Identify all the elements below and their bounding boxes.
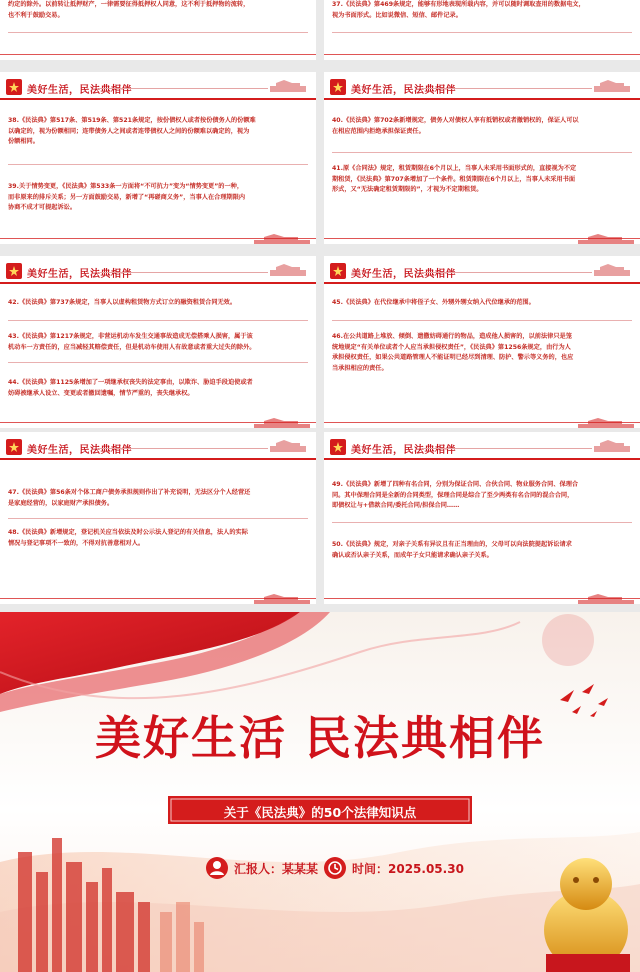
slide-header [324, 256, 640, 286]
slide-row4-left [0, 432, 316, 604]
divider [8, 320, 308, 321]
item-37: 37.《民法典》第469条规定，能够有形地表现所载内容，并可以随时调取查用的数据电文， 视为书面形式。比如说微信、短信、邮件记录。 [332, 1, 585, 19]
building-icon [254, 416, 310, 428]
time-text: 时间：2025.05.30 [352, 862, 464, 876]
slide-top-left [0, 0, 316, 60]
item-43: 43.《民法典》第1217条规定，非营运机动车发生交通事故造成无偿搭乘人损害，属于该 机动车一方责任的，应当减轻其赔偿责任，但是机动车使用人有故意或者重大过失的除外。 [8, 333, 256, 351]
slide-row2-right [324, 72, 640, 244]
divider [8, 32, 308, 33]
item-39: 39.关于情势变更，《民法典》第533条一方面将“不可抗力”变为“情势变更”的一种， 而非原来的排斥关系；另一方面鼓励交易，新增了“再磋商义务”，当事人在合理期限内 协商不成才可提起诉讼。 [8, 183, 246, 211]
header-title: 美好生活，民法典相伴 [351, 445, 456, 456]
slide-footer [324, 594, 640, 604]
slide-row3-left [0, 256, 316, 428]
header-title: 美好生活，民法典相伴 [351, 269, 456, 280]
item-49: 49.《民法典》新增了四种有名合同，分别为保证合同、合伙合同、物业服务合同、保理合 同。其中保理合同是全新的合同类型，保理合同是综合了至少两类有名合同的混合合同， 即债权让与+借款合同/委托合同/担保合同…… [332, 481, 579, 509]
building-icon [592, 79, 632, 93]
slide-footer [324, 50, 640, 60]
cover-subtitle: 关于《民法典》的50个法律知识点 [223, 805, 417, 820]
building-icon [592, 263, 632, 277]
building-icon [254, 592, 310, 604]
emblem-icon [6, 439, 22, 455]
building-icon [592, 439, 632, 453]
slide-header [324, 72, 640, 102]
item-40: 40.《民法典》第702条新增规定，债务人对债权人享有抵销权或者撤销权的，保证人可以 在相应范围内拒绝承担保证责任。 [332, 117, 579, 135]
emblem-icon [330, 439, 346, 455]
building-icon [578, 232, 634, 244]
slide-footer [324, 234, 640, 244]
divider [332, 152, 632, 153]
item-48: 48.《民法典》新增规定，登记机关应当依法及时公示法人登记的有关信息，法人的实际 情况与登记事项不一致的，不得对抗善意相对人。 [8, 529, 248, 547]
cover-background-art [0, 612, 640, 972]
building-icon [268, 263, 308, 277]
header-title: 美好生活，民法典相伴 [27, 269, 132, 280]
clock-icon [324, 857, 346, 879]
item-44: 44.《民法典》第1125条增加了一项继承权丧失的法定事由，以欺诈、胁迫手段迫使或者 妨碍被继承人设立、变更或者撤回遗嘱，情节严重的，丧失继承权。 [8, 379, 253, 397]
emblem-icon [330, 263, 346, 279]
slide-row3-right [324, 256, 640, 428]
slide-footer [0, 418, 316, 428]
slide-header [324, 432, 640, 462]
divider [8, 518, 308, 519]
slide-header [0, 256, 316, 286]
user-icon [206, 857, 228, 879]
slide-row4-right [324, 432, 640, 604]
item-42: 42.《民法典》第737条规定，当事人以虚构租赁物方式订立的融资租赁合同无效。 [8, 299, 237, 306]
slide-footer [0, 594, 316, 604]
slide-row2-left [0, 72, 316, 244]
header-title: 美好生活，民法典相伴 [27, 85, 132, 96]
slide-header [0, 432, 316, 462]
cover-title: 美好生活 民法典相伴 [94, 711, 545, 765]
divider [8, 164, 308, 165]
header-title: 美好生活，民法典相伴 [351, 85, 456, 96]
item-38: 38.《民法典》第517条、第519条、第521条规定，按份债权人或者按份债务人的份额难 以确定的，视为份额相同；连带债务人之间或者连带债权人之间的份额难以确定的，视为 份额相同。 [8, 117, 256, 145]
slide-footer [324, 418, 640, 428]
emblem-icon [330, 79, 346, 95]
item-47: 47.《民法典》第56条对个体工商户债务承担规则作出了补充说明，无法区分个人经营还 是家庭经营的，以家庭财产承担债务。 [8, 489, 251, 507]
divider [332, 522, 632, 523]
building-icon [268, 439, 308, 453]
building-icon [578, 592, 634, 604]
item-41: 41.原《合同法》规定，租赁期限在6个月以上，当事人未采用书面形式的，直接视为不定 期租赁，《民法典》第707条增加了一个条件。租赁期限在6个月以上，当事人未采用书面 形式，又“无法确定租赁期限的”，才视为不定期租赁。 [332, 165, 577, 193]
slide-header [0, 72, 316, 102]
header-title: 美好生活，民法典相伴 [27, 445, 132, 456]
item-46: 46.在公共道路上堆放、倾倒、遗撒妨碍通行的物品，造成他人损害的，以前法律只是笼 统地规定“有关单位或者个人应当承担侵权责任”，《民法典》第1256条规定，由行为人 承担侵权责任，如果公共道路管理人不能证明已经尽到清理、防护、警示等义务的，也应 当承担相应的责任。 [332, 333, 574, 372]
item-50: 50.《民法典》规定，对亲子关系有异议且有正当理由的，父母可以向法院提起诉讼请求 确认或否认亲子关系，而成年子女只能请求确认亲子关系。 [332, 541, 572, 559]
reporter-text: 汇报人：某某某 [234, 862, 319, 876]
divider [332, 32, 632, 33]
building-icon [254, 232, 310, 244]
cover-slide [0, 612, 640, 972]
item-45: 45.《民法典》在代位继承中将侄子女、外甥外甥女纳入代位继承的范围。 [332, 299, 535, 306]
slide-footer [0, 234, 316, 244]
item-36-tail: 约定的除外。以前转让抵押财产，一律需要征得抵押权人同意，这不利于抵押物的流转， 也不利于鼓励交易。 [8, 1, 250, 19]
emblem-icon [6, 79, 22, 95]
slide-footer [0, 50, 316, 60]
divider [332, 320, 632, 321]
subtitle-wrap [168, 796, 472, 824]
emblem-icon [6, 263, 22, 279]
slide-top-right [324, 0, 640, 60]
building-icon [268, 79, 308, 93]
building-icon [578, 416, 634, 428]
divider [8, 362, 308, 363]
